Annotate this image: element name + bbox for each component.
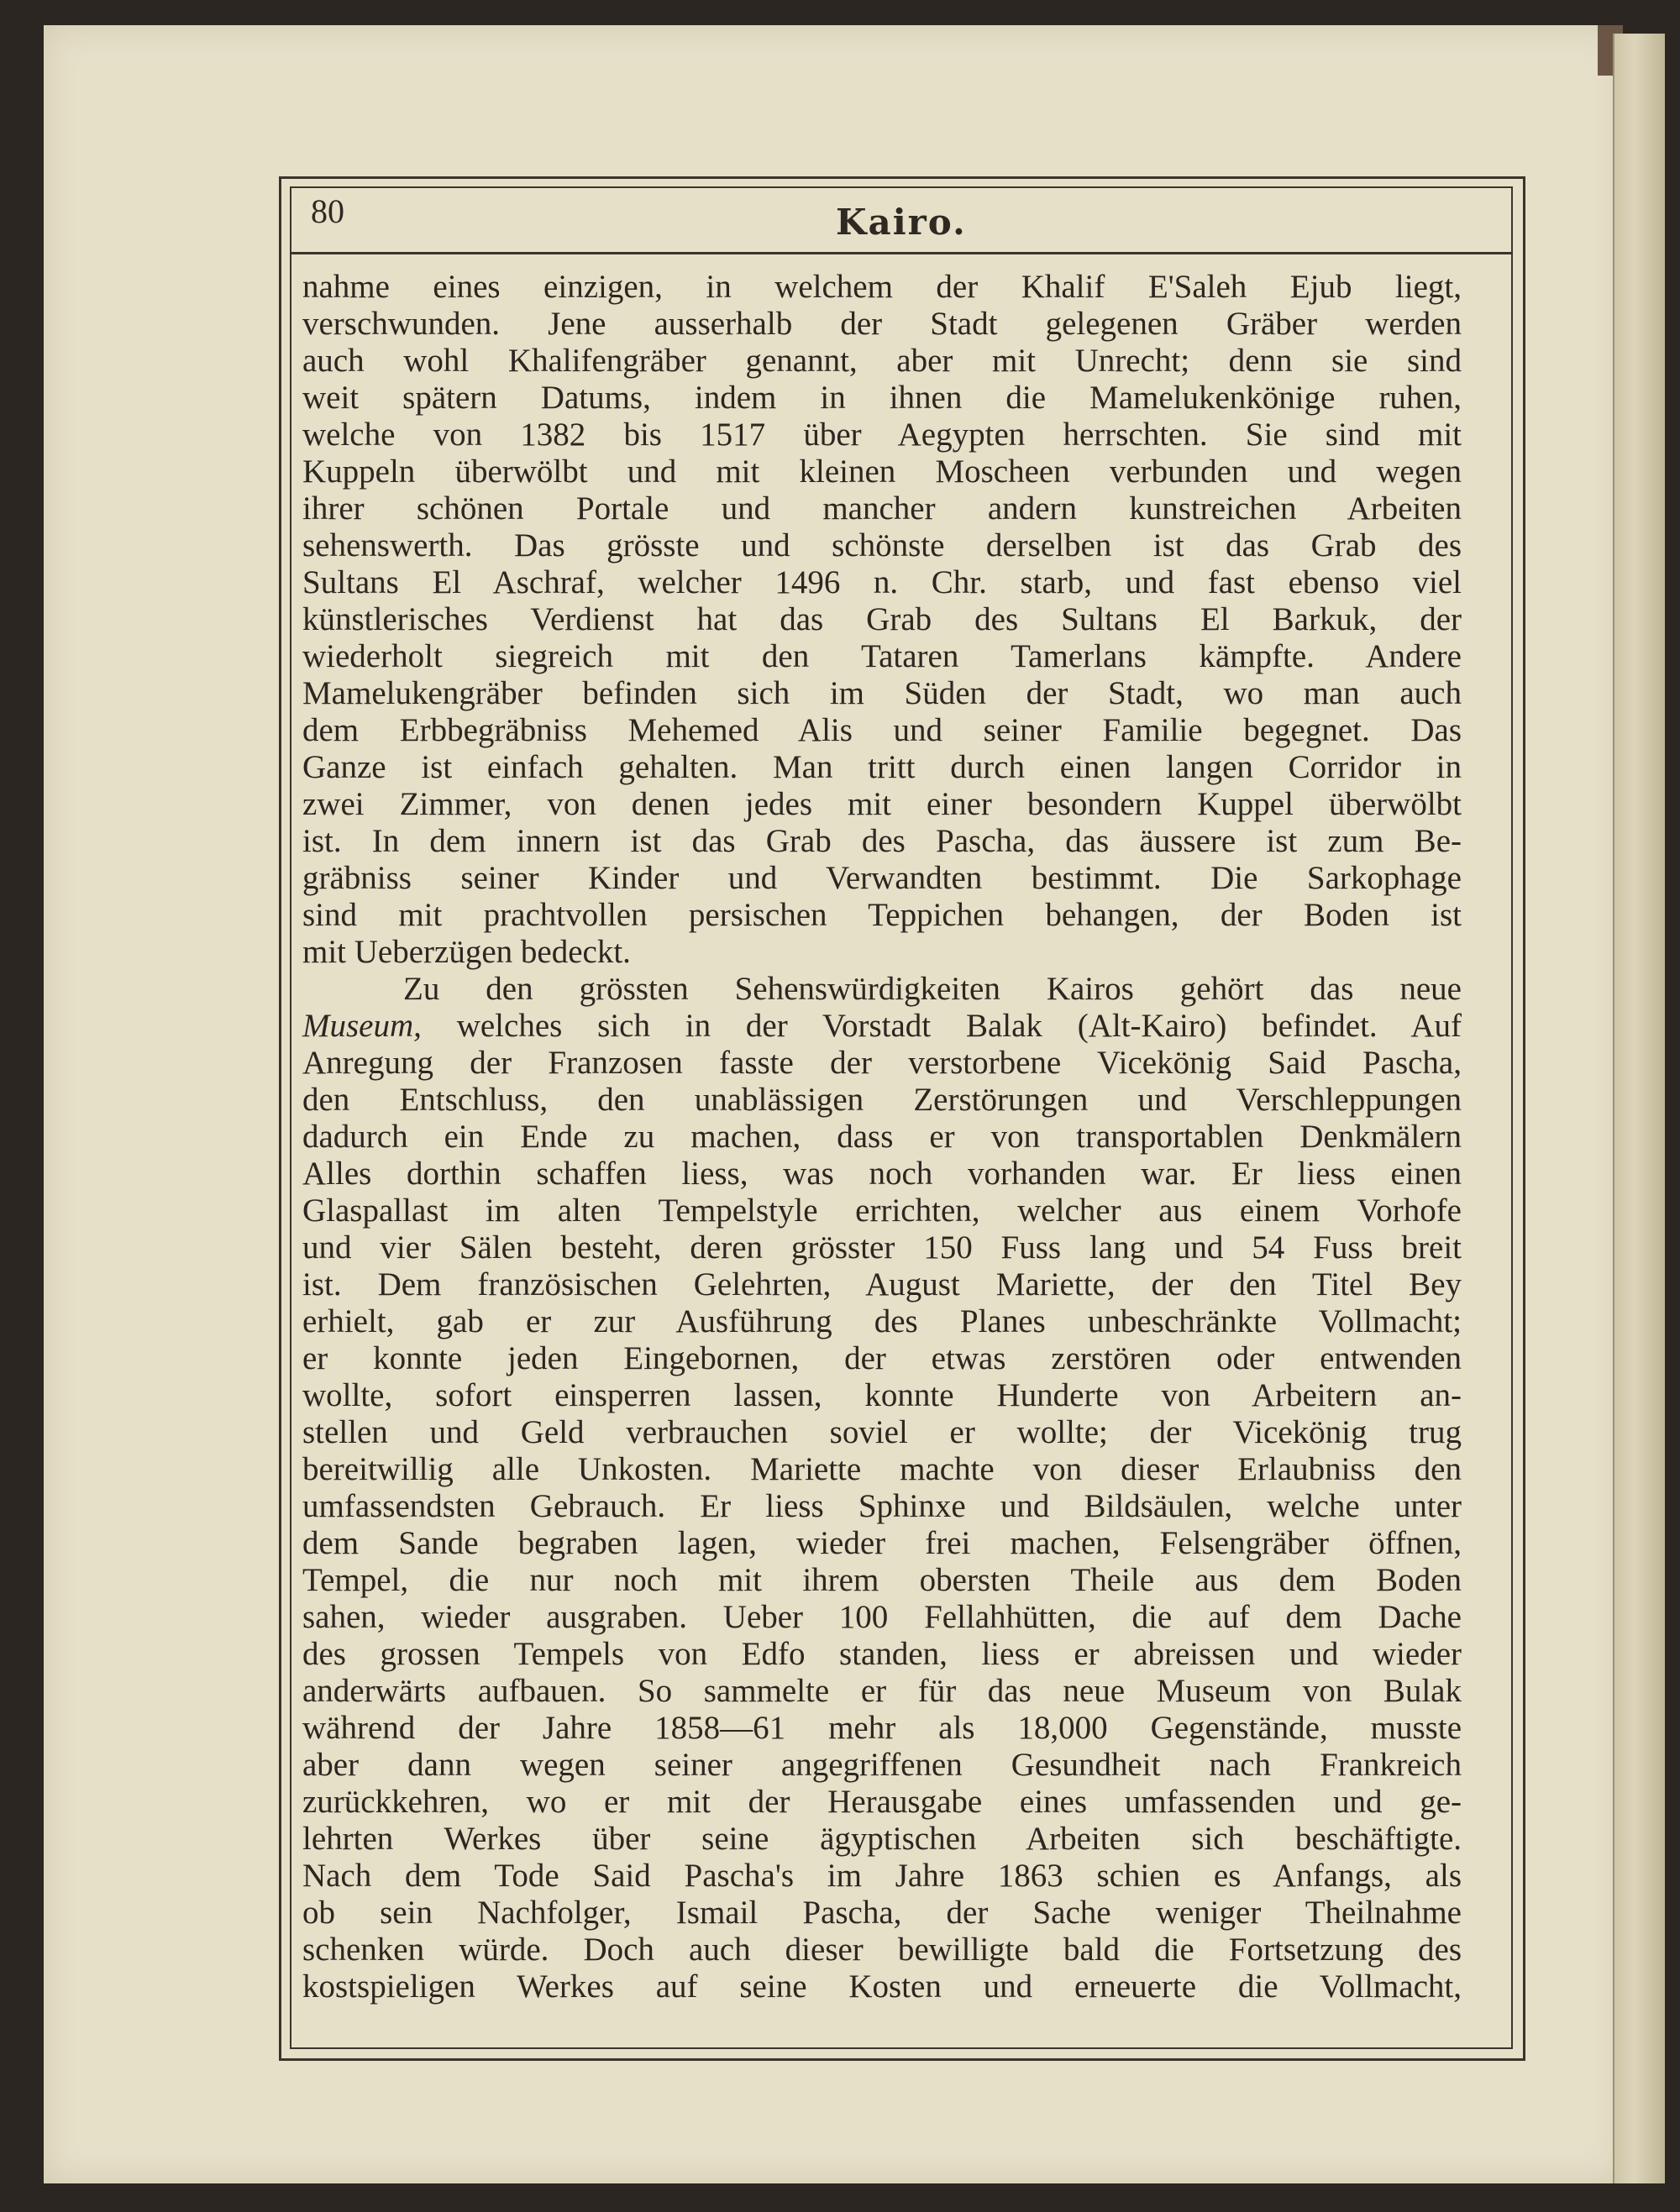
running-head: Kairo. — [836, 202, 967, 243]
text-line: ihrer schönen Portale und mancher andern kunstreichen Arbeiten — [302, 490, 1462, 527]
museum-italic: Museum, — [302, 1008, 422, 1044]
text-line: Anregung der Franzosen fasste der verstorbene Vicekönig Said Pascha, — [302, 1045, 1462, 1081]
text-line: gräbniss seiner Kinder und Verwandten bestimmt. Die Sarkophage — [302, 860, 1462, 896]
text-line: künstlerisches Verdienst hat das Grab des Sultans El Barkuk, der — [302, 601, 1462, 637]
page-edge — [1613, 34, 1665, 2183]
text-line: kostspieligen Werkes auf seine Kosten und erneuerte die Vollmacht, — [302, 1968, 1462, 2005]
text-line: umfassendsten Gebrauch. Er liess Sphinxe und Bildsäulen, welche unter — [302, 1488, 1462, 1524]
text-line-museum — [302, 1008, 1462, 1045]
text-line: aber dann wegen seiner angegriffenen Gesundheit nach Frankreich — [302, 1747, 1462, 1783]
body-text — [302, 269, 1462, 2005]
text-line: den Entschluss, den unablässigen Zerstörungen und Verschleppungen — [302, 1082, 1462, 1118]
text-line: dem Erbbegräbniss Mehemed Alis und seiner Familie begegnet. Das — [302, 712, 1462, 748]
text-line: mit Ueberzügen bedeckt. — [302, 934, 631, 970]
text-line: wollte, sofort einsperren lassen, konnte Hunderte von Arbeitern an- — [302, 1377, 1462, 1413]
text-line: dem Sande begraben lagen, wieder frei machen, Felsengräber öffnen, — [302, 1525, 1462, 1561]
text-line: zwei Zimmer, von denen jedes mit einer besondern Kuppel überwölbt — [302, 786, 1462, 822]
text-line: sehenswerth. Das grösste und schönste derselben ist das Grab des — [302, 527, 1462, 563]
text-line: Ganze ist einfach gehalten. Man tritt durch einen langen Corridor in — [302, 749, 1462, 785]
text-line: Alles dorthin schaffen liess, was noch vorhanden war. Er liess einen — [302, 1156, 1462, 1192]
page-number: 80 — [311, 192, 344, 230]
text-line: sind mit prachtvollen persischen Teppichen behangen, der Boden ist — [302, 897, 1462, 933]
text-line: Sultans El Aschraf, welcher 1496 n. Chr. starb, und fast ebenso viel — [302, 564, 1462, 600]
museum-rest: welches sich in der Vorstadt Balak (Alt-Kairo) befindet. Auf — [421, 1008, 1462, 1044]
text-line: stellen und Geld verbrauchen soviel er wollte; der Vicekönig trug — [302, 1414, 1462, 1450]
text-line: anderwärts aufbauen. So sammelte er für das neue Museum von Bulak — [302, 1673, 1462, 1709]
text-line: ist. In dem innern ist das Grab des Pascha, das äussere ist zum Be- — [302, 823, 1462, 859]
header-rule — [290, 252, 1511, 254]
text-line: wiederholt siegreich mit den Tataren Tamerlans kämpfte. Andere — [302, 638, 1462, 674]
text-line: Mamelukengräber befinden sich im Süden der Stadt, wo man auch — [302, 675, 1462, 711]
text-line: dadurch ein Ende zu machen, dass er von transportablen Denkmälern — [302, 1119, 1462, 1155]
text-line: Tempel, die nur noch mit ihrem obersten Theile aus dem Boden — [302, 1562, 1462, 1598]
text-line: Kuppeln überwölbt und mit kleinen Moscheen verbunden und wegen — [302, 453, 1462, 490]
text-line: Glaspallast im alten Tempelstyle errichten, welcher aus einem Vorhofe — [302, 1192, 1462, 1229]
text-line: lehrten Werkes über seine ägyptischen Arbeiten sich beschäftigte. — [302, 1821, 1462, 1857]
text-line: und vier Sälen besteht, deren grösster 150 Fuss lang und 54 Fuss breit — [302, 1229, 1462, 1266]
text-line: er konnte jeden Eingebornen, der etwas zerstören oder entwenden — [302, 1340, 1462, 1376]
text-line: nahme eines einzigen, in welchem der Khalif E'Saleh Ejub liegt, — [302, 269, 1462, 305]
text-line: erhielt, gab er zur Ausführung des Planes unbeschränkte Vollmacht; — [302, 1303, 1462, 1339]
text-line: Nach dem Tode Said Pascha's im Jahre 1863 schien es Anfangs, als — [302, 1858, 1462, 1894]
text-line: schenken würde. Doch auch dieser bewilligte bald die Fortsetzung des — [302, 1932, 1462, 1968]
text-line: weit spätern Datums, indem in ihnen die Mamelukenkönige ruhen, — [302, 380, 1462, 416]
text-line: ist. Dem französischen Gelehrten, August Mariette, der den Titel Bey — [302, 1266, 1462, 1303]
text-line: ob sein Nachfolger, Ismail Pascha, der Sache weniger Theilnahme — [302, 1895, 1462, 1931]
text-line: welche von 1382 bis 1517 über Aegypten herrschten. Sie sind mit — [302, 417, 1462, 453]
text-line: des grossen Tempels von Edfo standen, liess er abreissen und wieder — [302, 1636, 1462, 1672]
text-line: verschwunden. Jene ausserhalb der Stadt gelegenen Gräber werden — [302, 306, 1462, 342]
text-line: zurückkehren, wo er mit der Herausgabe eines umfassenden und ge- — [302, 1784, 1462, 1820]
text-line: bereitwillig alle Unkosten. Mariette machte von dieser Erlaubniss den — [302, 1451, 1462, 1487]
text-line: während der Jahre 1858—61 mehr als 18,000 Gegenstände, musste — [302, 1710, 1462, 1746]
text-line: auch wohl Khalifengräber genannt, aber mit Unrecht; denn sie sind — [302, 343, 1462, 379]
paragraph-start-line: Zu den grössten Sehenswürdigkeiten Kairos gehört das neue — [403, 971, 1462, 1007]
text-line: sahen, wieder ausgraben. Ueber 100 Fellahhütten, die auf dem Dache — [302, 1599, 1462, 1635]
